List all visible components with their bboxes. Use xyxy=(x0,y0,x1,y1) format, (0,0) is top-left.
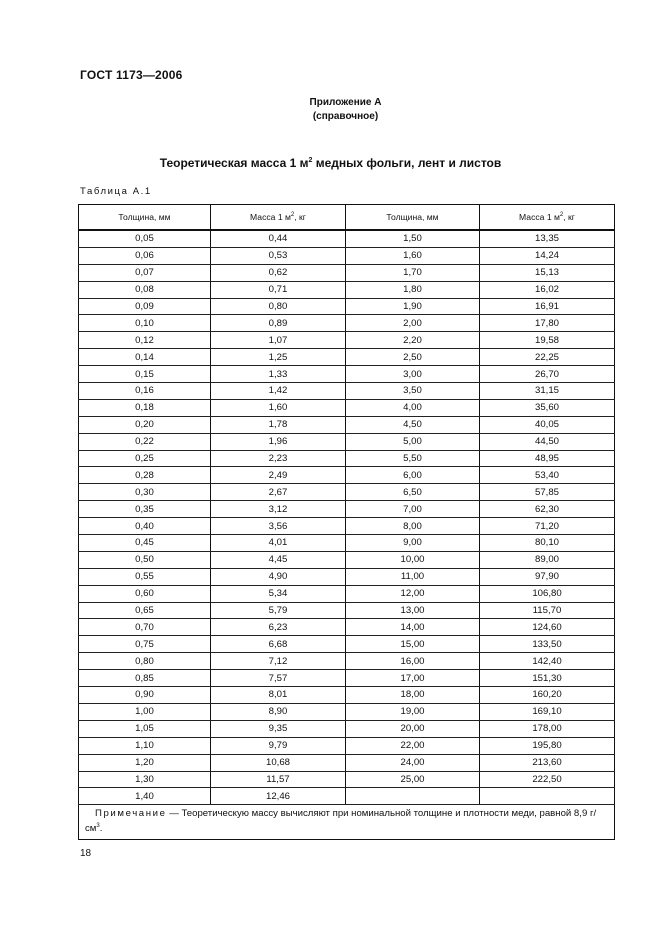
page-title xyxy=(0,156,661,170)
table-cell: 151,30 xyxy=(480,670,615,687)
table-cell: 195,80 xyxy=(480,737,615,754)
table-cell: 89,00 xyxy=(480,551,615,568)
table-cell: 0,80 xyxy=(79,653,211,670)
table-cell: 0,40 xyxy=(79,518,211,535)
table-row xyxy=(79,754,615,771)
table-cell: 11,00 xyxy=(346,568,480,585)
table-cell: 2,50 xyxy=(346,349,480,366)
table-cell: 0,50 xyxy=(79,551,211,568)
column-header-superscript: 2 xyxy=(290,212,295,218)
table-cell: 0,80 xyxy=(211,298,346,315)
table-cell: 0,70 xyxy=(79,619,211,636)
table-cell: 35,60 xyxy=(480,399,615,416)
table-cell: 1,33 xyxy=(211,366,346,383)
table-cell: 9,35 xyxy=(211,720,346,737)
document-code: ГОСТ 1173—2006 xyxy=(80,68,183,82)
table-cell: 16,91 xyxy=(480,298,615,315)
table-cell: 1,50 xyxy=(346,230,480,247)
column-header xyxy=(79,205,211,231)
table-cell: 7,12 xyxy=(211,653,346,670)
table-cell: 48,95 xyxy=(480,450,615,467)
table-row xyxy=(79,788,615,805)
column-header-text: Толщина, мм xyxy=(118,212,171,222)
table-row xyxy=(79,703,615,720)
table-cell: 19,58 xyxy=(480,332,615,349)
table-cell: 0,65 xyxy=(79,602,211,619)
table-row xyxy=(79,568,615,585)
column-header-superscript: 2 xyxy=(559,212,564,218)
table-row xyxy=(79,349,615,366)
table-row xyxy=(79,467,615,484)
table-cell: 3,50 xyxy=(346,383,480,400)
column-header-text: Толщина, мм xyxy=(386,212,439,222)
table-cell: 6,00 xyxy=(346,467,480,484)
table-cell: 8,01 xyxy=(211,687,346,704)
table-cell: 7,57 xyxy=(211,670,346,687)
table-cell: 24,00 xyxy=(346,754,480,771)
table-cell: 13,35 xyxy=(480,230,615,247)
table-row xyxy=(79,484,615,501)
table-cell: 11,57 xyxy=(211,771,346,788)
table-row xyxy=(79,585,615,602)
table-cell: 0,30 xyxy=(79,484,211,501)
table-cell: 0,71 xyxy=(211,281,346,298)
table-cell: 1,96 xyxy=(211,433,346,450)
table-row xyxy=(79,551,615,568)
table-cell: 1,05 xyxy=(79,720,211,737)
table-cell: 3,56 xyxy=(211,518,346,535)
table-row xyxy=(79,619,615,636)
table-cell: 0,12 xyxy=(79,332,211,349)
table-cell: 1,20 xyxy=(79,754,211,771)
table-cell: 7,00 xyxy=(346,501,480,518)
table-cell: 16,02 xyxy=(480,281,615,298)
column-header xyxy=(346,205,480,231)
table-row xyxy=(79,518,615,535)
table-row xyxy=(79,535,615,552)
table-cell: 4,00 xyxy=(346,399,480,416)
table-cell xyxy=(346,788,480,805)
table-cell: 1,30 xyxy=(79,771,211,788)
table-cell: 14,24 xyxy=(480,247,615,264)
table-cell: 2,23 xyxy=(211,450,346,467)
table-cell: 1,90 xyxy=(346,298,480,315)
table-cell: 0,85 xyxy=(79,670,211,687)
table-cell: 1,80 xyxy=(346,281,480,298)
table-cell: 19,00 xyxy=(346,703,480,720)
table-row xyxy=(79,315,615,332)
table-row xyxy=(79,636,615,653)
mass-table xyxy=(78,204,615,840)
table-cell: 22,00 xyxy=(346,737,480,754)
table-cell: 0,22 xyxy=(79,433,211,450)
table-row xyxy=(79,247,615,264)
table-cell: 18,00 xyxy=(346,687,480,704)
table-cell: 26,70 xyxy=(480,366,615,383)
table-row xyxy=(79,298,615,315)
note-text: — Теоретическую массу вычисляют при номинальной толщине и плотности меди, равной 8,9 г/см xyxy=(85,808,597,835)
table-cell: 44,50 xyxy=(480,433,615,450)
appendix-heading xyxy=(0,96,661,124)
table-cell: 62,30 xyxy=(480,501,615,518)
table-row xyxy=(79,687,615,704)
table-row xyxy=(79,450,615,467)
table-cell: 2,20 xyxy=(346,332,480,349)
table-cell: 17,80 xyxy=(480,315,615,332)
table-cell: 106,80 xyxy=(480,585,615,602)
table-header-row xyxy=(79,205,615,231)
table-cell: 124,60 xyxy=(480,619,615,636)
table-cell: 0,62 xyxy=(211,264,346,281)
table-cell: 5,50 xyxy=(346,450,480,467)
table-cell: 4,50 xyxy=(346,416,480,433)
table-row xyxy=(79,264,615,281)
table-cell: 22,25 xyxy=(480,349,615,366)
table-row xyxy=(79,737,615,754)
table-cell: 0,60 xyxy=(79,585,211,602)
table-cell: 57,85 xyxy=(480,484,615,501)
appendix-title: Приложение А xyxy=(309,97,382,108)
note-superscript: 3 xyxy=(96,823,100,830)
table-cell: 0,16 xyxy=(79,383,211,400)
table-row xyxy=(79,602,615,619)
table-cell: 0,06 xyxy=(79,247,211,264)
table-cell: 10,68 xyxy=(211,754,346,771)
table-row xyxy=(79,433,615,450)
table-cell: 31,15 xyxy=(480,383,615,400)
table-cell: 5,79 xyxy=(211,602,346,619)
table-cell: 2,67 xyxy=(211,484,346,501)
table-cell: 3,12 xyxy=(211,501,346,518)
table-cell: 14,00 xyxy=(346,619,480,636)
column-header xyxy=(480,205,615,231)
table-cell: 6,50 xyxy=(346,484,480,501)
table-cell: 10,00 xyxy=(346,551,480,568)
table-row xyxy=(79,416,615,433)
column-header-text: Масса 1 м xyxy=(519,212,560,222)
table-cell: 1,00 xyxy=(79,703,211,720)
table-cell: 40,05 xyxy=(480,416,615,433)
table-cell: 0,25 xyxy=(79,450,211,467)
table-cell xyxy=(480,788,615,805)
table-cell: 2,49 xyxy=(211,467,346,484)
title-main: Теоретическая масса 1 м xyxy=(159,156,309,170)
table-cell: 0,89 xyxy=(211,315,346,332)
table-cell: 0,53 xyxy=(211,247,346,264)
table-cell: 1,40 xyxy=(79,788,211,805)
table-cell: 160,20 xyxy=(480,687,615,704)
table-cell: 0,14 xyxy=(79,349,211,366)
table-cell: 0,44 xyxy=(211,230,346,247)
table-cell: 1,42 xyxy=(211,383,346,400)
table-cell: 115,70 xyxy=(480,602,615,619)
title-superscript: 2 xyxy=(308,157,313,164)
table-cell: 1,10 xyxy=(79,737,211,754)
table-row xyxy=(79,230,615,247)
table-row xyxy=(79,332,615,349)
table-cell: 0,15 xyxy=(79,366,211,383)
table-cell: 0,35 xyxy=(79,501,211,518)
page-number: 18 xyxy=(80,848,92,859)
table-row xyxy=(79,720,615,737)
table-cell: 12,00 xyxy=(346,585,480,602)
table-cell: 1,60 xyxy=(346,247,480,264)
table-cell: 0,75 xyxy=(79,636,211,653)
table-cell: 0,18 xyxy=(79,399,211,416)
table-cell: 1,07 xyxy=(211,332,346,349)
table-cell: 213,60 xyxy=(480,754,615,771)
title-rest: медных фольги, лент и листов xyxy=(312,156,502,170)
column-header-unit: , кг xyxy=(563,212,575,222)
table-cell: 169,10 xyxy=(480,703,615,720)
table-cell: 133,50 xyxy=(480,636,615,653)
table-cell: 8,00 xyxy=(346,518,480,535)
table-cell: 1,70 xyxy=(346,264,480,281)
table-cell: 0,45 xyxy=(79,535,211,552)
table-cell: 4,90 xyxy=(211,568,346,585)
table-cell: 0,20 xyxy=(79,416,211,433)
table-row xyxy=(79,399,615,416)
table-cell: 142,40 xyxy=(480,653,615,670)
table-body xyxy=(79,230,615,840)
table-cell: 1,60 xyxy=(211,399,346,416)
table-cell: 3,00 xyxy=(346,366,480,383)
table-cell: 15,13 xyxy=(480,264,615,281)
table-cell: 0,10 xyxy=(79,315,211,332)
table-row xyxy=(79,366,615,383)
table-cell: 71,20 xyxy=(480,518,615,535)
table-cell: 0,55 xyxy=(79,568,211,585)
table-note xyxy=(79,805,615,840)
column-header-text: Масса 1 м xyxy=(250,212,291,222)
table-cell: 53,40 xyxy=(480,467,615,484)
table-caption: Таблица А.1 xyxy=(80,186,152,197)
table-cell: 0,09 xyxy=(79,298,211,315)
column-header-unit: , кг xyxy=(294,212,306,222)
table-cell: 0,05 xyxy=(79,230,211,247)
table-cell: 2,00 xyxy=(346,315,480,332)
table-container xyxy=(78,204,614,840)
table-cell: 97,90 xyxy=(480,568,615,585)
table-row xyxy=(79,653,615,670)
note-lead: Примечание xyxy=(95,808,167,820)
table-cell: 5,34 xyxy=(211,585,346,602)
table-cell: 222,50 xyxy=(480,771,615,788)
table-cell: 9,00 xyxy=(346,535,480,552)
note-end: . xyxy=(99,823,103,835)
appendix-subtitle: (справочное) xyxy=(312,111,379,122)
table-cell: 1,25 xyxy=(211,349,346,366)
table-cell: 13,00 xyxy=(346,602,480,619)
table-cell: 8,90 xyxy=(211,703,346,720)
table-cell: 5,00 xyxy=(346,433,480,450)
table-row xyxy=(79,670,615,687)
table-row xyxy=(79,383,615,400)
table-cell: 80,10 xyxy=(480,535,615,552)
table-cell: 20,00 xyxy=(346,720,480,737)
table-cell: 17,00 xyxy=(346,670,480,687)
table-cell: 25,00 xyxy=(346,771,480,788)
column-header xyxy=(211,205,346,231)
table-cell: 0,90 xyxy=(79,687,211,704)
table-cell: 4,45 xyxy=(211,551,346,568)
table-cell: 4,01 xyxy=(211,535,346,552)
table-cell: 0,28 xyxy=(79,467,211,484)
table-row xyxy=(79,771,615,788)
table-row xyxy=(79,501,615,518)
table-note-row xyxy=(79,805,615,840)
table-row xyxy=(79,281,615,298)
table-cell: 9,79 xyxy=(211,737,346,754)
table-cell: 6,23 xyxy=(211,619,346,636)
table-cell: 1,78 xyxy=(211,416,346,433)
table-cell: 0,08 xyxy=(79,281,211,298)
table-cell: 0,07 xyxy=(79,264,211,281)
table-cell: 178,00 xyxy=(480,720,615,737)
table-cell: 15,00 xyxy=(346,636,480,653)
table-cell: 6,68 xyxy=(211,636,346,653)
table-cell: 12,46 xyxy=(211,788,346,805)
table-cell: 16,00 xyxy=(346,653,480,670)
